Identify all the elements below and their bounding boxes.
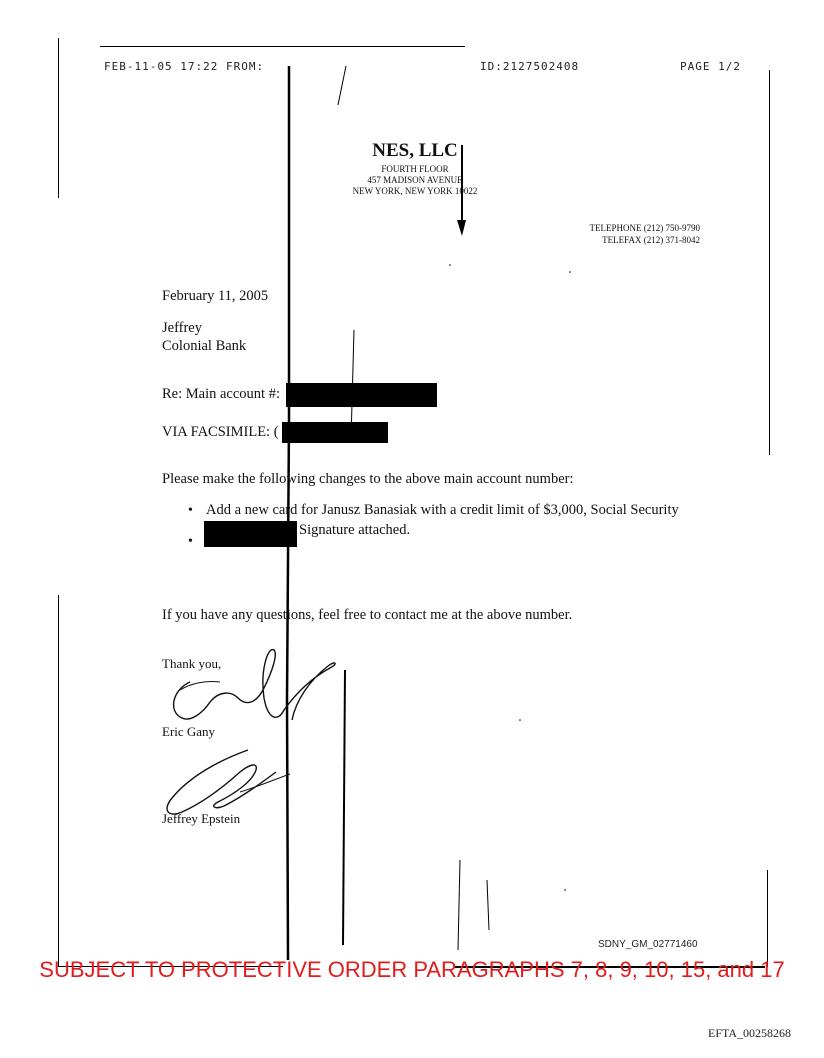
bates-number: SDNY_GM_02771460 — [598, 939, 698, 950]
efta-number: EFTA_00258268 — [708, 1026, 792, 1040]
fax-header-sender: FEB-11-05 17:22 FROM: — [104, 60, 265, 73]
telefax: TELEFAX (212) 371-8042 — [602, 235, 700, 245]
via-line: VIA FACSIMILE: ( — [162, 424, 279, 440]
telephone: TELEPHONE (212) 750-9790 — [589, 223, 700, 233]
questions-paragraph: If you have any questions, feel free to contact me at the above number. — [162, 607, 573, 623]
fax-header-page: PAGE 1/2 — [680, 60, 741, 73]
recipient-name: Jeffrey — [162, 320, 202, 336]
re-line: Re: Main account #: — [162, 386, 280, 402]
closing: Thank you, — [162, 656, 222, 671]
bullet-1-text: Add a new card for Janusz Banasiak with a credit limit of $3,000, Social Security — [206, 502, 679, 518]
signature-eric-gany — [160, 640, 360, 730]
letterhead — [300, 140, 530, 197]
company-name: NES, LLC — [372, 140, 458, 161]
address-line-3: NEW YORK, NEW YORK 10022 — [352, 186, 478, 196]
bullet-marker-1: • — [188, 503, 193, 518]
protective-order-notice: SUBJECT TO PROTECTIVE ORDER PARAGRAPHS 7, 8, 9, 10, 15, and 17 — [39, 957, 785, 982]
bullet-1-continuation: Signature attached. — [299, 522, 411, 538]
address-line-2: 457 MADISON AVENUE — [367, 175, 463, 185]
redaction-fax-number — [282, 422, 388, 443]
bullet-marker-2: • — [188, 534, 193, 549]
signer-2-name: Jeffrey Epstein — [162, 811, 241, 826]
signer-1-name: Eric Gany — [162, 724, 216, 739]
letter-date: February 11, 2005 — [162, 288, 269, 304]
address-line-1: FOURTH FLOOR — [381, 164, 449, 174]
recipient-org: Colonial Bank — [162, 338, 247, 354]
redaction-ssn — [204, 521, 297, 547]
contact-numbers — [520, 222, 700, 246]
fax-header-id: ID:2127502408 — [480, 60, 580, 73]
redaction-account-number — [286, 383, 437, 407]
intro-paragraph: Please make the following changes to the above main account number: — [162, 471, 574, 487]
